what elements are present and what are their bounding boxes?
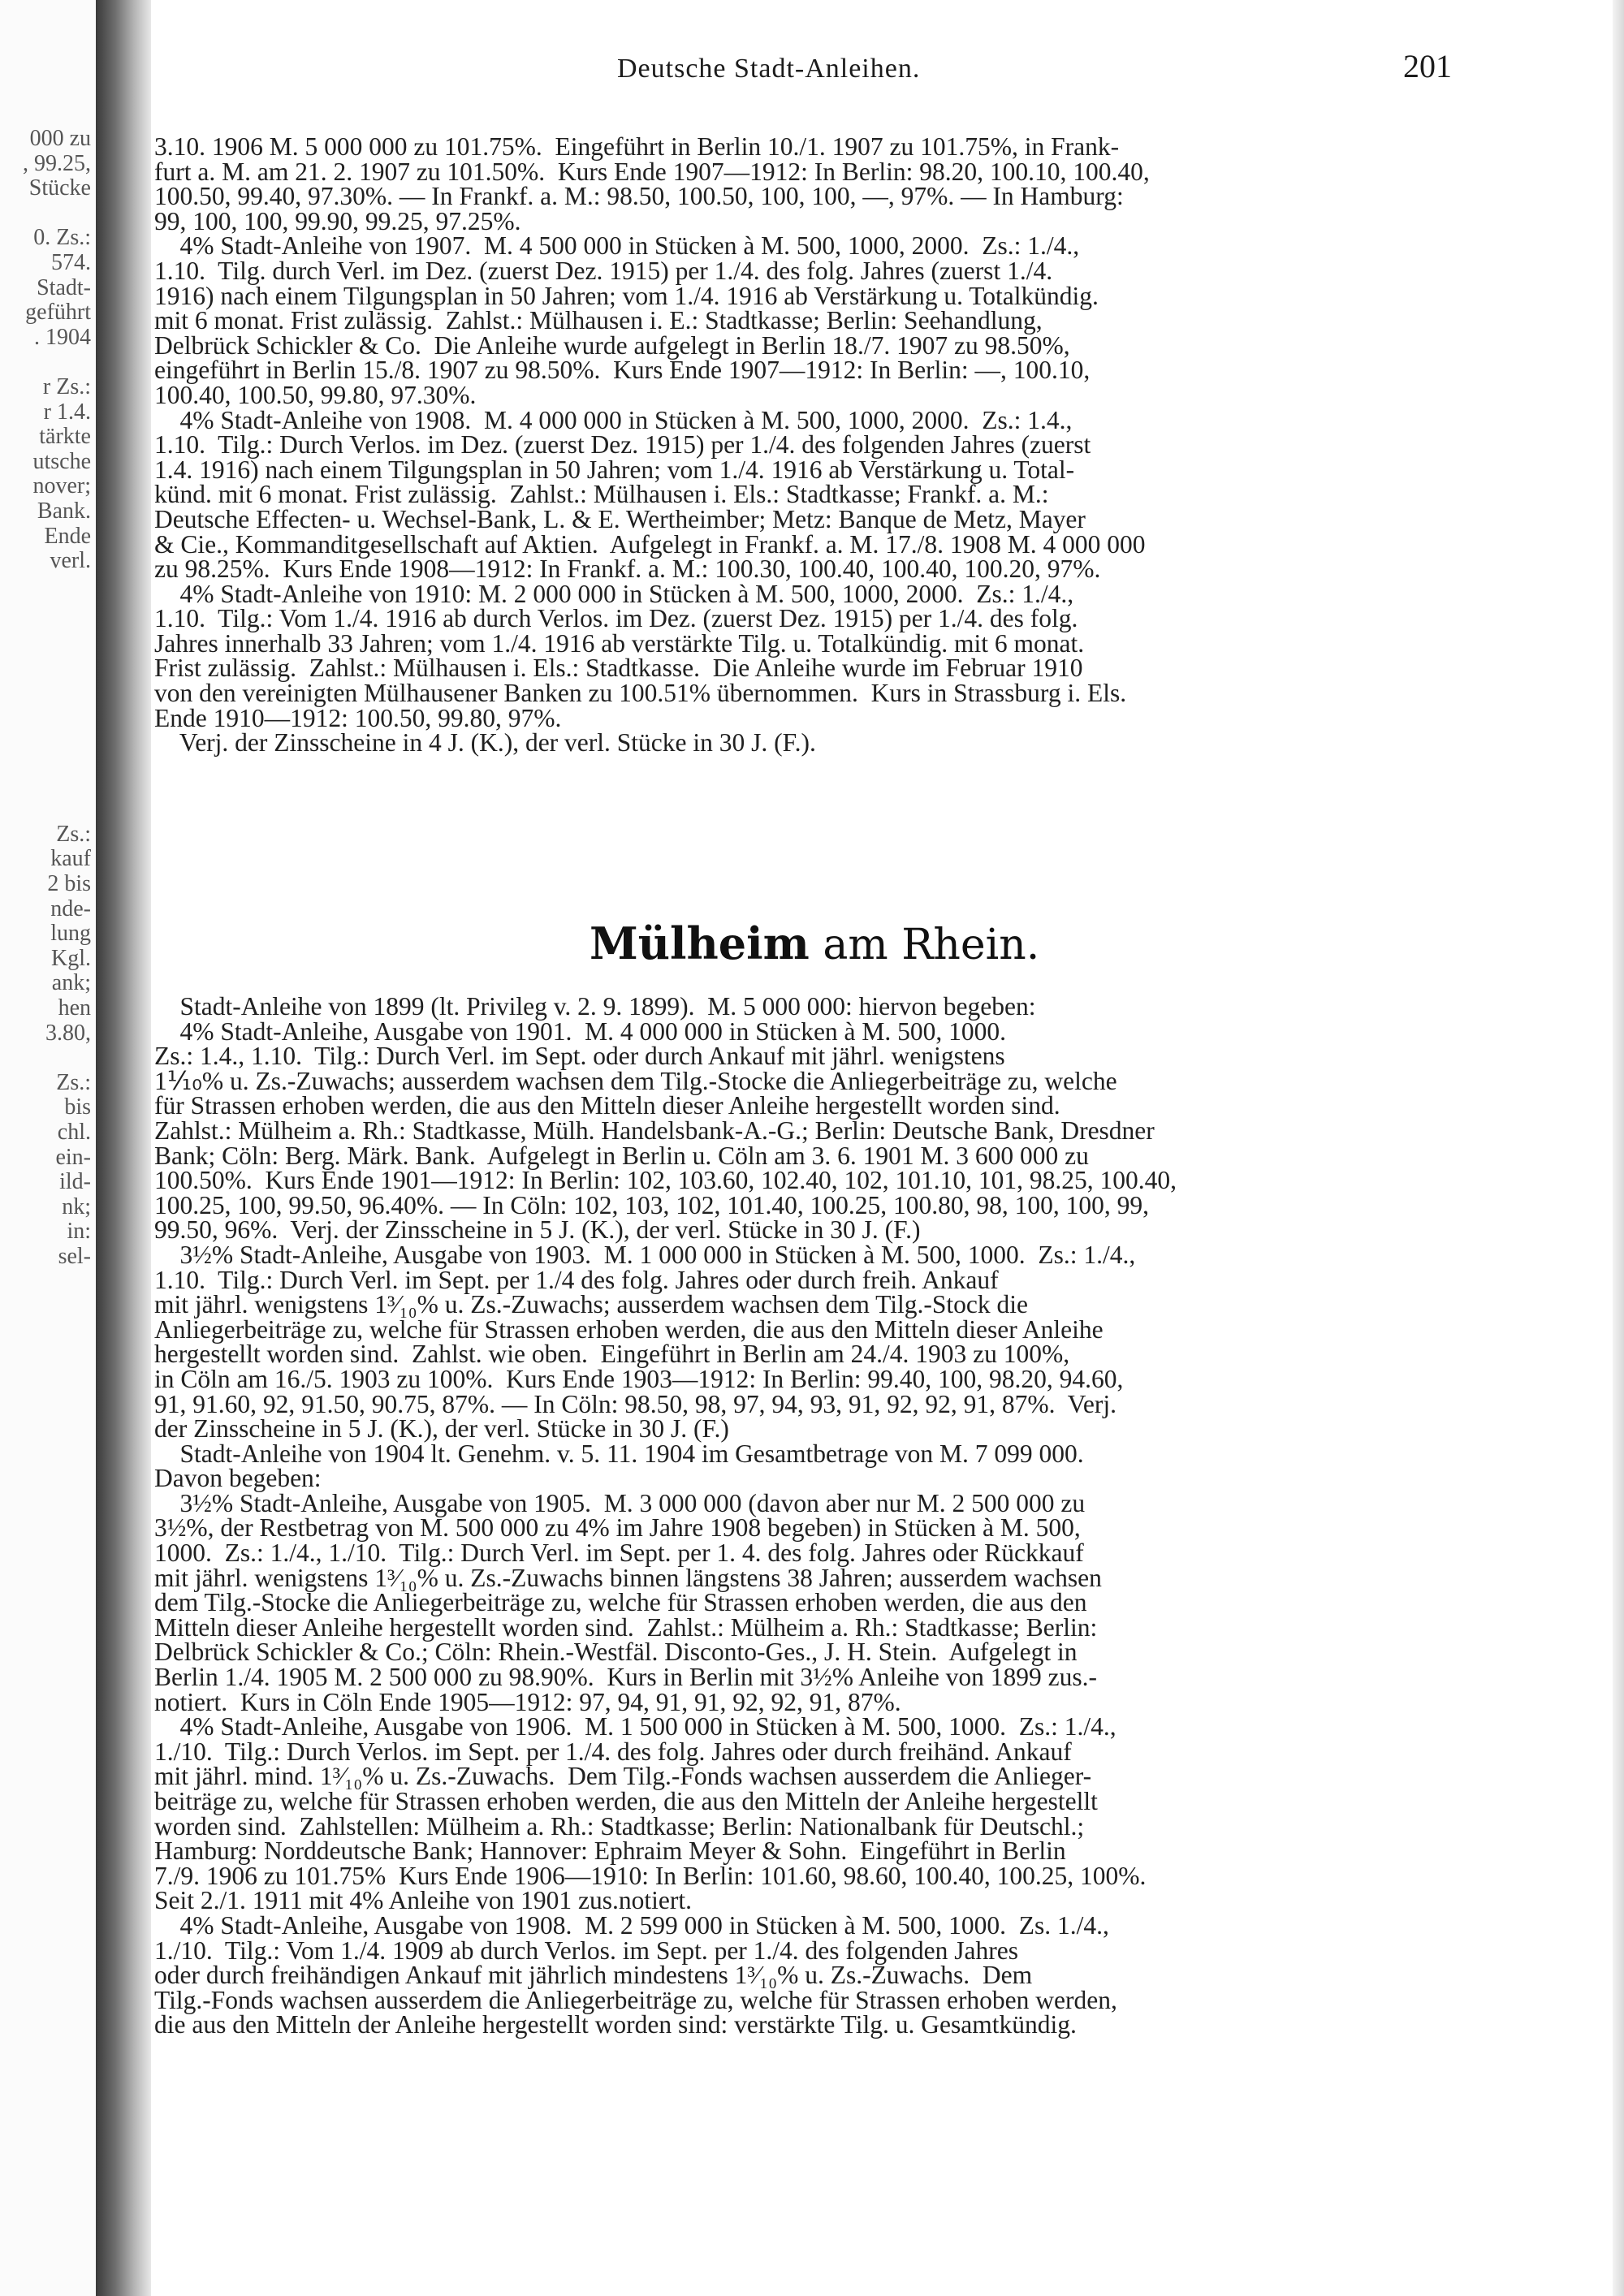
text-line: 1./10. Tilg.: Durch Verlos. im Sept. per 1./4. des folg. Jahres oder durch freihänd. Ankauf	[154, 1737, 1072, 1766]
text-line: notiert. Kurs in Cöln Ende 1905—1912: 97, 94, 91, 91, 92, 92, 91, 87%.	[154, 1687, 901, 1716]
margin-fragment: ild-	[59, 1169, 91, 1195]
text-line: Ende 1910—1912: 100.50, 99.80, 97%.	[154, 703, 562, 732]
text-line: 3½% Stadt-Anleihe, Ausgabe von 1905. M. 3 000 000 (davon aber nur M. 2 500 000 zu	[154, 1488, 1086, 1517]
section-title-main: Mülheim	[590, 917, 810, 969]
text-line: 1.10. Tilg.: Durch Verlos. im Dez. (zuerst Dez. 1915) per 1./4. des folgenden Jahres (zuerst	[154, 430, 1091, 460]
text-line: Seit 2./1. 1911 mit 4% Anleihe von 1901 zus.notiert.	[154, 1886, 693, 1915]
text-line: mit jährl. wenigstens 1³⁄₁₀% u. Zs.-Zuwachs; ausserdem wachsen dem Tilg.-Stock die	[154, 1290, 1028, 1319]
text-line: 91, 91.60, 92, 91.50, 90.75, 87%. — In Cöln: 98.50, 98, 97, 94, 93, 91, 92, 92, 91, 87%. Verj.	[154, 1389, 1117, 1418]
text-line: künd. mit 6 monat. Frist zulässig. Zahlst.: Mülhausen i. Els.: Stadtkasse; Frankf. a. M.:	[154, 480, 1049, 509]
margin-fragment: utsche	[32, 448, 91, 474]
margin-fragment: r 1.4.	[43, 399, 91, 425]
margin-fragment: ank;	[51, 970, 91, 996]
text-line: & Cie., Kommanditgesellschaft auf Aktien. Aufgelegt in Frankf. a. M. 17./8. 1908 M. 4 000 000	[154, 529, 1146, 559]
margin-fragment: kauf	[50, 846, 91, 872]
text-line: 4% Stadt-Anleihe, Ausgabe von 1908. M. 2 599 000 in Stücken à M. 500, 1000. Zs. 1./4.,	[154, 1910, 1109, 1940]
text-line: Berlin 1./4. 1905 M. 2 500 000 zu 98.90%. Kurs in Berlin mit 3½% Anleihe von 1899 zus.-	[154, 1663, 1098, 1692]
text-line: 100.50, 99.40, 97.30%. — In Frankf. a. M.: 98.50, 100.50, 100, 100, —, 97%. — In Hamburg:	[154, 182, 1124, 211]
margin-fragment: sel-	[58, 1244, 91, 1269]
text-line: Deutsche Effecten- u. Wechsel-Bank, L. & E. Wertheimber; Metz: Banque de Metz, Mayer	[154, 504, 1086, 533]
body-text-before-title	[154, 132, 1494, 757]
margin-fragment: Ende	[44, 523, 91, 549]
margin-fragment: 2 bis	[47, 871, 91, 896]
margin-fragment: Stücke	[28, 175, 91, 201]
margin-fragment: 574.	[51, 250, 91, 275]
margin-fragment: Zs.:	[56, 821, 91, 847]
text-line: Delbrück Schickler & Co. Die Anleihe wurde aufgelegt in Berlin 18./7. 1907 zu 98.50%,	[154, 330, 1070, 360]
text-line: 3½%, der Restbetrag von M. 500 000 zu 4% im Jahre 1908 begeben) in Stücken à M. 500,	[154, 1513, 1081, 1543]
text-line: 1.10. Tilg. durch Verl. im Dez. (zuerst Dez. 1915) per 1./4. des folg. Jahres (zuerst 1./4.	[154, 256, 1053, 285]
margin-fragment: nover;	[32, 473, 91, 499]
text-line: Anliegerbeiträge zu, welche für Strassen erhoben werden, die aus den Mitteln dieser Anleihe	[154, 1314, 1104, 1344]
text-line: Tilg.-Fonds wachsen ausserdem die Anliegerbeiträge zu, welche für Strassen erhoben werden,	[154, 1985, 1117, 2014]
margin-fragment: nde-	[50, 896, 91, 921]
margin-fragment: , 99.25,	[23, 150, 91, 176]
margin-fragment: Kgl.	[51, 945, 91, 971]
margin-fragment: verl.	[50, 548, 91, 574]
margin-fragment: tärkte	[39, 424, 91, 450]
margin-fragment: ein-	[55, 1144, 91, 1170]
running-head: Deutsche Stadt-Anleihen.	[617, 54, 921, 84]
margin-fragment: nk;	[62, 1193, 91, 1219]
text-line: Zs.: 1.4., 1.10. Tilg.: Durch Verl. im Sept. oder durch Ankauf mit jährl. wenigstens	[154, 1042, 1005, 1071]
text-line: beiträge zu, welche für Strassen erhoben werden, die aus den Mitteln der Anleihe hergestellt	[154, 1787, 1098, 1815]
body-text-after-title	[154, 992, 1494, 2039]
section-title-rest: am Rhein.	[809, 921, 1040, 969]
text-line: Jahres innerhalb 33 Jahren; vom 1./4. 1916 ab verstärkte Tilg. u. Totalkündig. mit 6 monat.	[154, 628, 1085, 658]
text-line: Stadt-Anleihe von 1904 lt. Genehm. v. 5. 11. 1904 im Gesamtbetrage von M. 7 099 000.	[154, 1439, 1084, 1468]
text-line: 4% Stadt-Anleihe von 1907. M. 4 500 000 in Stücken à M. 500, 1000, 2000. Zs.: 1./4.,	[154, 231, 1080, 261]
section-title	[590, 917, 1039, 969]
text-line: Bank; Cöln: Berg. Märk. Bank. Aufgelegt in Berlin u. Cöln am 3. 6. 1901 M. 3 600 000 zu	[154, 1141, 1089, 1170]
text-line: Delbrück Schickler & Co.; Cöln: Rhein.-Westfäl. Disconto-Ges., J. H. Stein. Aufgelegt in	[154, 1638, 1078, 1667]
text-line: 100.40, 100.50, 99.80, 97.30%.	[154, 380, 477, 409]
text-line: dem Tilg.-Stocke die Anliegerbeiträge zu, welche für Strassen erhoben werden, die aus den	[154, 1588, 1087, 1617]
margin-fragment: chl.	[57, 1120, 91, 1145]
text-line: 99.50, 96%. Verj. der Zinsscheine in 5 J. (K.), der verl. Stücke in 30 J. (F.)	[154, 1215, 921, 1245]
text-line: in Cöln am 16./5. 1903 zu 100%. Kurs Ende 1903—1912: In Berlin: 99.40, 100, 98.20, 94.60,	[154, 1364, 1124, 1393]
text-line: 1⅒% u. Zs.-Zuwachs; ausserdem wachsen dem Tilg.-Stocke die Anliegerbeiträge zu, welche	[154, 1066, 1117, 1095]
margin-fragment: . 1904	[34, 324, 91, 350]
adjacent-page-edge	[0, 0, 96, 2296]
text-line: 3.10. 1906 M. 5 000 000 zu 101.75%. Eingeführt in Berlin 10./1. 1907 zu 101.75%, in Frank-	[154, 132, 1120, 161]
text-line: Frist zulässig. Zahlst.: Mülhausen i. Els.: Stadtkasse. Die Anleihe wurde im Februar 1910	[154, 654, 1083, 683]
text-line: furt a. M. am 21. 2. 1907 zu 101.50%. Kurs Ende 1907—1912: In Berlin: 98.20, 100.10, 100.40,	[154, 157, 1150, 186]
text-line: Verj. der Zinsscheine in 4 J. (K.), der verl. Stücke in 30 J. (F.).	[154, 728, 816, 757]
margin-fragment: lung	[50, 921, 91, 947]
margin-fragment: 0. Zs.:	[33, 225, 91, 251]
text-line: eingeführt in Berlin 15./8. 1907 zu 98.50%. Kurs Ende 1907—1912: In Berlin: —, 100.10,	[154, 356, 1091, 385]
text-line: Stadt-Anleihe von 1899 (lt. Privileg v. 2. 9. 1899). M. 5 000 000: hiervon begeben:	[154, 992, 1036, 1021]
text-line: für Strassen erhoben werden, die aus den Mitteln dieser Anleihe hergestellt worden sind.	[154, 1091, 1060, 1120]
text-line: Hamburg: Norddeutsche Bank; Hannover: Ephraim Meyer & Sohn. Eingeführt in Berlin	[154, 1836, 1066, 1866]
text-line: 3½% Stadt-Anleihe, Ausgabe von 1903. M. 1 000 000 in Stücken à M. 500, 1000. Zs.: 1./4.,	[154, 1240, 1136, 1269]
margin-fragment: 3.80,	[45, 1020, 91, 1046]
text-line: Mitteln dieser Anleihe hergestellt worden sind. Zahlst.: Mülheim a. Rh.: Stadtkasse; Berlin:	[154, 1612, 1098, 1642]
text-line: 4% Stadt-Anleihe, Ausgabe von 1901. M. 4 000 000 in Stücken à M. 500, 1000.	[154, 1016, 1007, 1046]
margin-fragment: geführt	[25, 300, 91, 326]
page-right-edge	[1613, 0, 1624, 2296]
text-line: 100.50%. Kurs Ende 1901—1912: In Berlin: 102, 103.60, 102.40, 102, 101.10, 101, 98.25, 100.40,	[154, 1166, 1177, 1195]
document-page	[151, 0, 1613, 2296]
text-line: mit jährl. mind. 1³⁄₁₀% u. Zs.-Zuwachs. Dem Tilg.-Fonds wachsen ausserdem die Anlieger-	[154, 1762, 1092, 1791]
text-line: 4% Stadt-Anleihe, Ausgabe von 1906. M. 1 500 000 in Stücken à M. 500, 1000. Zs.: 1./4.,	[154, 1712, 1116, 1741]
book-gutter-shadow	[96, 0, 151, 2296]
text-line: 1.10. Tilg.: Vom 1./4. 1916 ab durch Verlos. im Dez. (zuerst Dez. 1915) per 1./4. des folg.	[154, 604, 1078, 633]
text-line: 1000. Zs.: 1./4., 1./10. Tilg.: Durch Verl. im Sept. per 1. 4. des folg. Jahres oder Rückkauf	[154, 1539, 1084, 1568]
text-line: der Zinsscheine in 5 J. (K.), der verl. Stücke in 30 J. (F.)	[154, 1414, 729, 1444]
margin-fragment: Stadt-	[37, 274, 91, 300]
text-line: 1.4. 1916) nach einem Tilgungsplan in 50 Jahren; vom 1./4. 1916 ab Verstärkung u. Total-	[154, 455, 1075, 484]
margin-fragment: in:	[67, 1219, 91, 1245]
text-line: 100.25, 100, 99.50, 96.40%. — In Cöln: 102, 103, 102, 101.40, 100.25, 100.80, 98, 100, 100, 99,	[154, 1190, 1149, 1219]
page-number: 201	[1403, 48, 1452, 84]
text-line: von den vereinigten Mülhausener Banken zu 100.51% übernommen. Kurs in Strassburg i. Els.	[154, 679, 1127, 708]
text-line: worden sind. Zahlstellen: Mülheim a. Rh.: Stadtkasse; Berlin: Nationalbank für Deutschl.;	[154, 1811, 1085, 1841]
margin-fragment: Zs.:	[56, 1069, 91, 1095]
text-line: 1916) nach einem Tilgungsplan in 50 Jahren; vom 1./4. 1916 ab Verstärkung u. Totalkündig.	[154, 281, 1099, 310]
text-line: 4% Stadt-Anleihe von 1908. M. 4 000 000 in Stücken à M. 500, 1000, 2000. Zs.: 1.4.,	[154, 405, 1073, 434]
text-line: 1./10. Tilg.: Vom 1./4. 1909 ab durch Verlos. im Sept. per 1./4. des folgenden Jahres	[154, 1936, 1018, 1965]
text-line: Davon begeben:	[154, 1464, 322, 1493]
text-line: oder durch freihändigen Ankauf mit jährlich mindestens 1³⁄₁₀% u. Zs.-Zuwachs. Dem	[154, 1961, 1033, 1990]
text-line: 7./9. 1906 zu 101.75% Kurs Ende 1906—1910: In Berlin: 101.60, 98.60, 100.40, 100.25, 100%.	[154, 1861, 1147, 1890]
margin-fragment: 000 zu	[29, 126, 91, 151]
text-line: 99, 100, 100, 99.90, 99.25, 97.25%.	[154, 206, 521, 235]
margin-fragment: Bank.	[37, 498, 91, 524]
text-line: die aus den Mitteln der Anleihe hergestellt worden sind: verstärkte Tilg. u. Gesamtkündig.	[154, 2010, 1077, 2039]
text-line: mit jährl. wenigstens 1³⁄₁₀% u. Zs.-Zuwachs binnen längstens 38 Jahren; ausserdem wachsen	[154, 1563, 1102, 1592]
margin-fragment: hen	[58, 995, 91, 1021]
text-line: hergestellt worden sind. Zahlst. wie oben. Eingeführt in Berlin am 24./4. 1903 zu 100%,	[154, 1340, 1070, 1369]
margin-fragment: r Zs.:	[42, 374, 91, 399]
text-line: zu 98.25%. Kurs Ende 1908—1912: In Frankf. a. M.: 100.30, 100.40, 100.40, 100.20, 97%.	[154, 555, 1101, 584]
text-line: Zahlst.: Mülheim a. Rh.: Stadtkasse, Mülh. Handelsbank-A.-G.; Berlin: Deutsche Bank, Dresdner	[154, 1116, 1155, 1145]
text-line: mit 6 monat. Frist zulässig. Zahlst.: Mülhausen i. E.: Stadtkasse; Berlin: Seehandlung,	[154, 306, 1043, 335]
text-line: 4% Stadt-Anleihe von 1910: M. 2 000 000 in Stücken à M. 500, 1000, 2000. Zs.: 1./4.,	[154, 579, 1074, 608]
margin-fragment: bis	[64, 1094, 91, 1120]
text-line: 1.10. Tilg.: Durch Verl. im Sept. per 1./4 des folg. Jahres oder durch freih. Ankauf	[154, 1265, 999, 1294]
